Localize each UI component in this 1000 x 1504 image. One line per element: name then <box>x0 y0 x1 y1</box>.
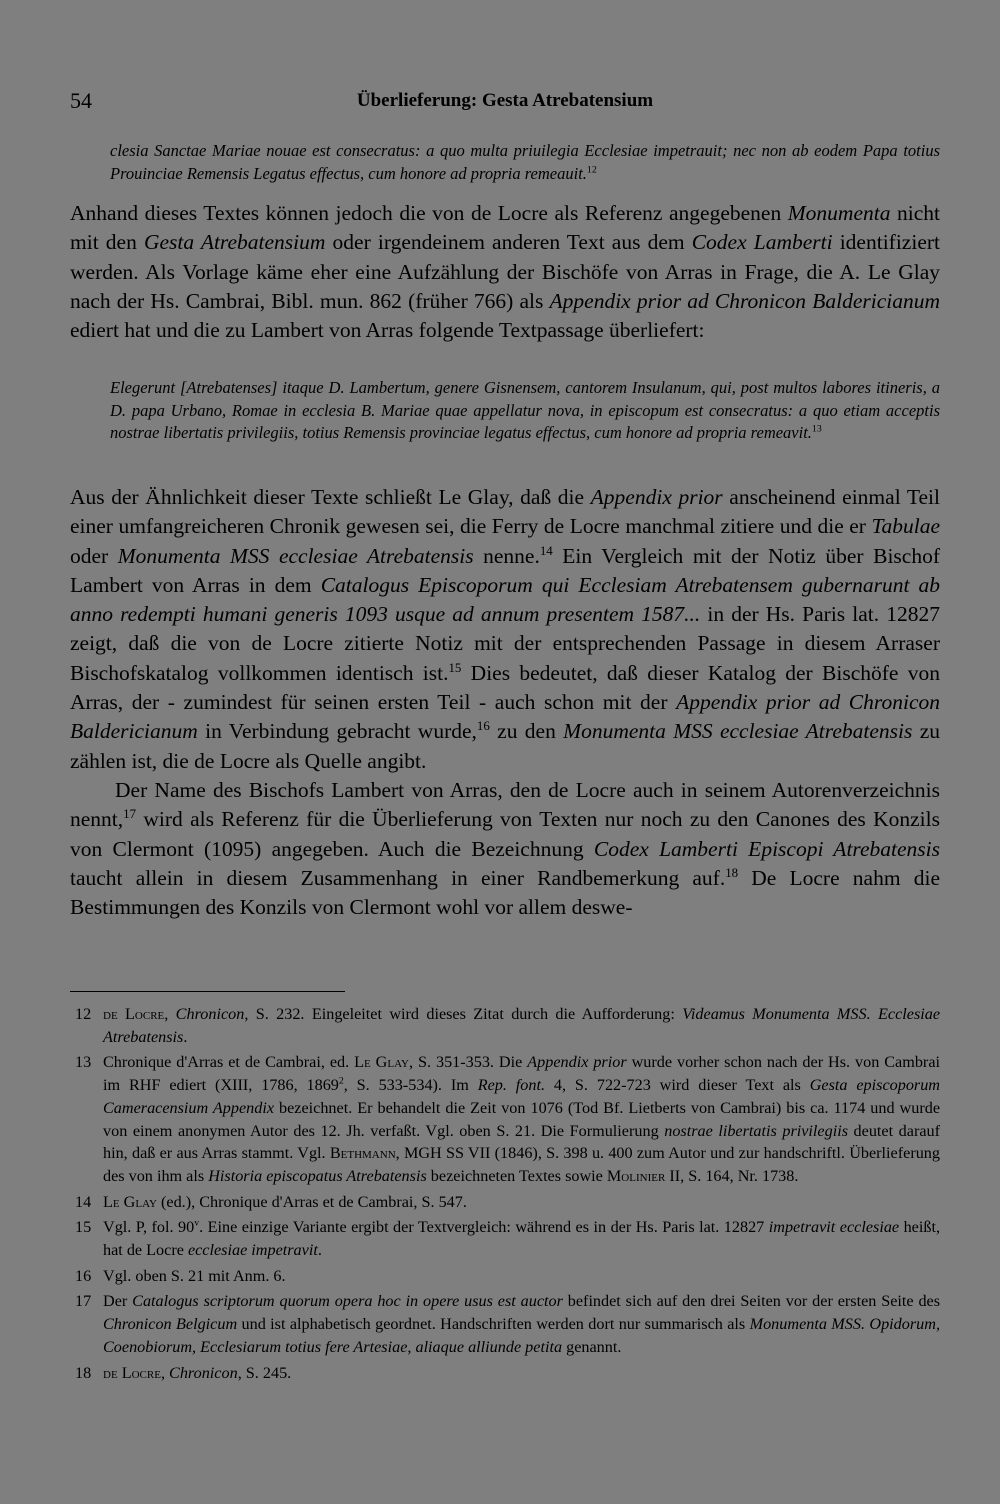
footnote-13 <box>70 1051 940 1187</box>
text-run: , S. 351-353. Die <box>408 1053 528 1072</box>
author-name: Le Glay <box>103 1192 157 1211</box>
text-run: deutet darauf hin, daß er aus Arras stammt. Vgl. <box>103 1121 940 1163</box>
text-run: Chronique d'Arras et de Cambrai, ed. <box>103 1053 355 1072</box>
italic-title: Videamus Monumenta MSS. Ecclesiae Atrebatensis <box>103 1005 941 1046</box>
footnote-15 <box>70 1216 940 1261</box>
text-run: befindet sich auf den drei Seiten vor der ersten Seite des <box>562 1292 941 1311</box>
page-header <box>70 88 940 118</box>
text-run: De Locre nahm die Bestimmungen des Konzils von Clermont wohl vor allem deswe- <box>70 865 940 920</box>
text-run: Der Name des Bischofs Lambert von Arras, den de Locre auch in seinem Autorenverzeichnis nennt, <box>70 777 940 832</box>
quote-1-text: clesia Sanctae Mariae nouae est consecratus: a quo multa priuilegia Ecclesiae impetrauit; nec non ab eodem Papa totius Prouinciae Remensis Legatus effectus, cum honore ad propria remeauit. <box>110 141 940 183</box>
text-run: anscheinend einmal Teil einer umfangreicheren Chronik gewesen sei, die Ferry de Locre manchmal zitiere und die er <box>70 485 941 539</box>
footnote-ref-13: 13 <box>811 423 822 435</box>
italic-title: Catalogus scriptorum quorum opera hoc in opere usus est auctor <box>132 1292 563 1311</box>
text-run: in der Hs. Paris lat. 12827 zeigt, daß die von de Locre zitierte Notiz mit der entsprechenden Passage in diesem Arraser Bischofskatalog vollkommen identisch ist. <box>70 602 940 685</box>
italic-title: Historia episcopatus Atrebatensis <box>208 1166 427 1185</box>
italic-title: Appendix prior ad Chronicon Baldericianum <box>549 288 940 313</box>
text-run: und ist alphabetisch geordnet. Handschriften werden dort nur summarisch als <box>237 1315 750 1334</box>
text-run: Anhand dieses Textes können jedoch die von de Locre als Referenz angegebenen <box>70 201 788 225</box>
footnote-number: 17 <box>75 1292 92 1311</box>
text-run: , <box>164 1005 176 1023</box>
text-run: Ein Vergleich mit der Notiz über Bischof Lambert von Arras in dem <box>70 543 941 597</box>
text-run: wurde vorher schon nach der Hs. von Cambrai im RHF ediert (XIII, 1786, 1869 <box>103 1053 940 1095</box>
running-head: Überlieferung: Gesta Atrebatensium <box>356 90 654 111</box>
footnote-16 <box>70 1265 940 1288</box>
footnote-ref-17: 17 <box>123 807 137 822</box>
footnote-number: 14 <box>75 1192 92 1211</box>
text-run: in Verbindung gebracht wurde, <box>197 719 477 744</box>
italic-title: Gesta episcoporum Cameracensium Appendix <box>103 1076 940 1117</box>
italic-title: Gesta Atrebatensium <box>143 230 326 255</box>
text-run: (ed.), Chronique d'Arras et de Cambrai, S. 547. <box>156 1192 467 1211</box>
italic-title: Monumenta <box>787 201 891 225</box>
paragraph-2 <box>70 483 940 922</box>
italic-title: Monumenta MSS ecclesiae Atrebatensis <box>563 719 913 744</box>
italic-title: nostrae libertatis privilegiis <box>664 1121 848 1140</box>
text-run: . <box>317 1241 322 1260</box>
italic-title: Monumenta MSS. Opidorum, Coenobiorum, Ecclesiarum totius fere Artesiae, aliaque alliunde petita <box>103 1315 940 1356</box>
text-run: oder irgendeinem anderen Text aus dem <box>325 230 692 255</box>
italic-title: Appendix prior ad Chronicon Baldericianum <box>70 690 940 744</box>
text-run: ediert hat und die zu Lambert von Arras folgende Textpassage überliefert: <box>70 318 705 343</box>
footnote-divider <box>70 991 345 992</box>
text-run: heißt, hat de Locre <box>103 1218 940 1260</box>
italic-title: Catalogus Episcoporum qui Ecclesiam Atrebatensem gubernarunt ab anno redempti humani generis 1093 usque ad annum presentem 1587... <box>70 572 940 627</box>
text-run: , <box>160 1363 170 1382</box>
author-name: Molinier <box>606 1166 666 1185</box>
footnote-12 <box>70 1003 940 1048</box>
italic-title: Chronicon <box>169 1363 238 1382</box>
text-run: wird als Referenz für die Überlieferung von Texten nur noch zu den Canones des Konzils von Clermont (1095) angegeben. Auch die Bezeichnung <box>70 807 940 861</box>
italic-title: ecclesiae impetravit <box>187 1241 318 1260</box>
italic-title: Monumenta MSS ecclesiae Atrebatensis <box>117 543 474 568</box>
text-run: zu zählen ist, die de Locre als Quelle angibt. <box>70 719 940 773</box>
text-run: II, S. 164, Nr. 1738. <box>665 1166 799 1185</box>
text-run: genannt. <box>562 1337 622 1356</box>
page-number: 54 <box>70 88 92 113</box>
footnote-17 <box>70 1290 940 1358</box>
text-run: Der <box>103 1292 133 1311</box>
paragraph-1 <box>70 199 940 345</box>
author-name: Bethmann <box>329 1144 396 1163</box>
italic-title: Codex Lamberti <box>691 230 833 255</box>
italic-title: Chronicon Belgicum <box>103 1315 238 1334</box>
footnote-ref-14: 14 <box>539 543 553 558</box>
text-run: nicht mit den <box>70 201 941 255</box>
block-quote-1 <box>110 140 940 185</box>
text-run: nenne. <box>473 543 540 568</box>
author-name: de Locre <box>103 1363 161 1382</box>
footnote-number: 16 <box>75 1266 92 1285</box>
footnote-number: 12 <box>75 1005 92 1023</box>
author-name: de Locre <box>103 1005 165 1023</box>
italic-title: Codex Lamberti Episcopi Atrebatensis <box>593 836 940 861</box>
footnote-number: 15 <box>75 1218 92 1237</box>
text-run: oder <box>70 543 118 568</box>
text-run: bezeichneten Textes sowie <box>426 1166 607 1185</box>
text-run: zu den <box>489 719 564 744</box>
footnote-ref-15: 15 <box>448 660 462 675</box>
italic-title: Rep. font. <box>477 1076 546 1095</box>
text-run: , MGH SS VII (1846), S. 398 u. 400 zum Autor und zur handschriftl. Überlieferung des von ihm als <box>103 1144 940 1185</box>
text-run: 4, S. 722-723 wird dieser Text als <box>545 1076 810 1095</box>
text-run: Vgl. P, fol. 90 <box>103 1218 195 1237</box>
footnote-ref-16: 16 <box>476 719 490 734</box>
italic-title: impetravit ecclesiae <box>768 1218 900 1237</box>
italic-title: Chronicon <box>175 1005 245 1023</box>
footnote-ref-12: 12 <box>586 164 597 175</box>
text-run: , S. 533-534). Im <box>343 1076 478 1095</box>
quote-2-text: Elegerunt [Atrebatenses] itaque D. Lambertum, genere Gisnensem, cantorem Insulanum, qui, post multos labores itineris, a D. papa Urbano, Romae in ecclesia B. Mariae quae appellatur nova, in episcopum est consecratus: a quo etiam acceptis nostrae libertatis privilegiis, totius Remensis provinciae legatus effectus, cum honore ad propria remeavit. <box>110 378 940 442</box>
text-run: identifiziert werden. Als Vorlage käme eher eine Aufzählung der Bischöfe von Arras in Frage, die A. Le Glay nach der Hs. Cambrai, Bibl. mun. 862 (früher 766) als <box>70 230 940 313</box>
italic-title: Appendix prior <box>527 1053 627 1072</box>
italic-title: Appendix prior <box>590 485 723 509</box>
text-run: Aus der Ähnlichkeit dieser Texte schließt Le Glay, daß die <box>70 485 591 509</box>
footnote-number: 13 <box>75 1053 92 1072</box>
text-run: taucht allein in diesem Zusammenhang in einer Randbemerkung auf. <box>70 865 726 890</box>
superscript: v <box>194 1217 200 1229</box>
text-run: . Eine einzige Variante ergibt der Textvergleich: während es in der Hs. Paris lat. 12827 <box>199 1218 769 1237</box>
author-name: Le Glay <box>354 1053 409 1072</box>
footnotes <box>70 1003 940 1387</box>
footnote-ref-18: 18 <box>725 865 739 880</box>
text-run: , S. 232. Eingeleitet wird dieses Zitat durch die Aufforderung: <box>244 1005 683 1023</box>
text-run: Dies bedeutet, daß dieser Katalog der Bischöfe von Arras, der - zumindest für seinen ersten Teil - auch schon mit der <box>70 660 941 715</box>
text-run: , S. 245. <box>237 1363 292 1382</box>
paragraph-3 <box>70 776 940 922</box>
footnote-18 <box>70 1362 940 1385</box>
block-quote-2 <box>110 377 940 445</box>
footnote-number: 18 <box>75 1363 92 1382</box>
text-run: Vgl. oben S. 21 mit Anm. 6. <box>103 1266 286 1285</box>
footnote-14 <box>70 1191 940 1214</box>
italic-title: Tabulae <box>871 514 940 539</box>
text-run: . <box>183 1027 188 1046</box>
text-run: bezeichnet. Er behandelt die Zeit von 1076 (Tod Bf. Lietberts von Cambrai) bis ca. 1174 und wurde von einem anonymen Autor des 12. Jh. verfaßt. Vgl. oben S. 21. Die Formulierung <box>103 1098 940 1140</box>
superscript: 2 <box>338 1075 344 1087</box>
